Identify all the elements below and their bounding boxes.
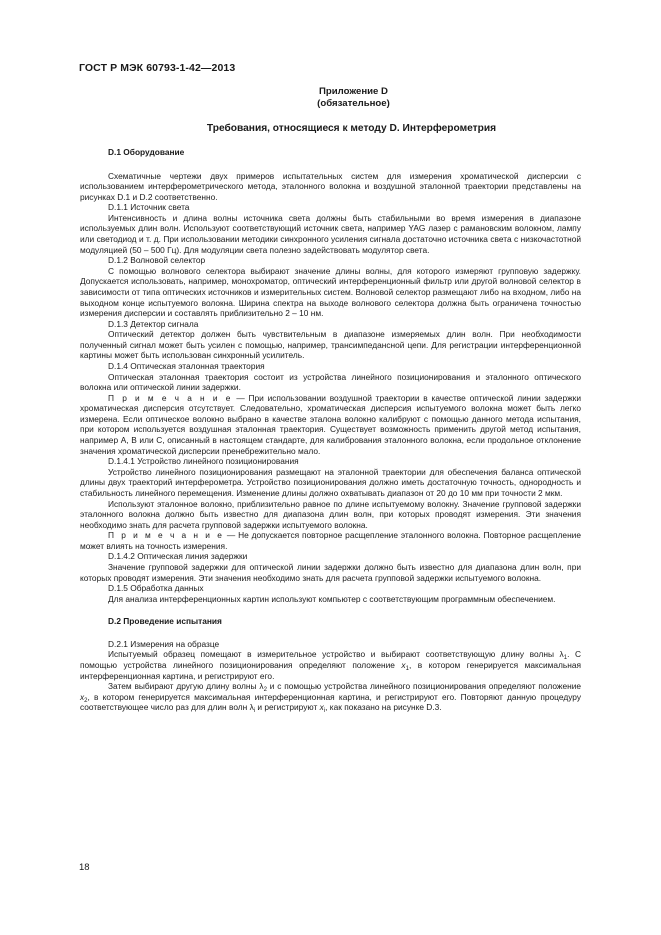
d14-paragraph: Оптическая эталонная траектория состоит из устройства линейного позиционирования и эталонного оптического волокна или оптической линии задержки. — [80, 371, 581, 393]
annex-main-title: Требования, относящиеся к методу D. Интерферометрия — [206, 123, 497, 134]
text-run: , как показано на рисунке D.3. — [325, 702, 442, 713]
d12-paragraph: С помощью волнового селектора выбирают значение длины волны, для которого измеряют групповую задержку. Допускается использовать, например, монохроматор, оптический интерференционный фильтр или другой волновой селектор в зависимости от типа оптических источников и измерительных систем. Волновой селектор размещают либо на входном, либо на выходном конце испытуемого волокна. Ширина спектра на выходе волнового селектора должна быть ограничена точностью измерения дисперсии и составлять приблизительно 2 – 10 нм. — [80, 265, 581, 319]
annex-status: (обязательное) — [317, 97, 390, 109]
annex-title: Приложение D — [319, 86, 388, 97]
annex-heading — [0, 86, 661, 109]
note-1-text: — При использовании воздушной траектории в качестве оптической линии задержки хроматическая дисперсия отсутствует. Следовательно, хроматическая дисперсия испытуемого волокна может быть легко измерена. Если оптическое волокно выбрано в качестве эталона волокно калибруют с помощью данного метода испытания, при котором используется воздушная эталонная траектория. Существует возможность применить другой метод испытания, например А, В или С, описанный в настоящем стандарте, для калибрования эталонного волокна, если продольное отклонение значения хроматической дисперсии пренебрежительно мало. — [80, 392, 581, 456]
subsection-d13-title: D.1.3 Детектор сигнала — [108, 318, 199, 329]
text-run: , в котором генерируется максимальная интерференционная картина, и регистрируют его. — [80, 660, 581, 681]
subsection-d11-title: D.1.1 Источник света — [108, 202, 190, 213]
d141-paragraph-1: Устройство линейного позиционирования размещают на эталонной траектории для обеспечения баланса оптической длины двух траекторий интерферометра. Устройство позиционирования должно иметь достаточную точность, однородность и стабильность линейного перемещения. Изменение длины должно охватывать диапазон от 20 до 10 мм при точности 2 мкм. — [80, 466, 581, 498]
d11-paragraph: Интенсивность и длина волны источника света должны быть стабильными во время измерения в диапазоне используемых длин волн. Используют соответствующий источник света, например YAG лазер с рамановским волокном, лампу или светодиод и т. д. При использовании методики синхронного усиления сигнала достаточно источника света с низкочастотной модуляцией (50 – 500 Гц). Для модуляции света полезно задействовать модулятор света. — [80, 212, 581, 255]
text-run: Испытуемый образец помещают в измерительное устройство и выбирают соответствующую длину волны λ — [108, 649, 564, 660]
subsection-d21-title: D.2.1 Измерения на образце — [108, 638, 220, 649]
text-run: и регистрируют — [255, 702, 320, 713]
variable-x: x — [401, 660, 406, 671]
subscript: 1 — [405, 666, 409, 673]
text-run: , в котором генерируется максимальная интерференционная картина, и регистрируют его. Повторяют данную процедуру соответствующее число раз для длин волн λ — [80, 691, 581, 713]
d21-paragraph-1 — [80, 649, 581, 681]
text-run: . С помощью устройства линейного позиционирования определяют положение — [80, 649, 581, 671]
subscript: 2 — [263, 687, 267, 694]
subsection-d141-title: D.1.4.1 Устройство линейного позиционирования — [108, 456, 299, 467]
d15-paragraph: Для анализа интерференционных картин используют компьютер с соответствующим программным обеспечением. — [108, 593, 556, 604]
d1-intro-paragraph: Схематичные чертежи двух примеров испытательных систем для измерения хроматической дисперсии с использованием интерферометрического метода, эталонного волокна и воздушной эталонной траектории представлены на рисунках D.1 и D.2 соответственно. — [80, 170, 581, 202]
text-run: Затем выбирают другую длину волны λ — [108, 681, 264, 692]
section-d1-heading: D.1 Оборудование — [108, 147, 185, 157]
document-code-header: ГОСТ Р МЭК 60793-1-42—2013 — [79, 62, 236, 74]
text-run: и с помощью устройства линейного позиционирования определяют положение — [266, 681, 582, 692]
variable-x: x — [319, 702, 324, 713]
variable-x: x — [80, 691, 85, 702]
section-d2-heading: D.2 Проведение испытания — [108, 616, 222, 627]
subscript: 2 — [84, 697, 88, 704]
note-1-label: П р и м е ч а н и е — [108, 392, 233, 403]
subscript: i — [253, 708, 256, 715]
note-1 — [80, 393, 581, 456]
subsection-d14-title: D.1.4 Оптическая эталонная траектория — [108, 360, 265, 371]
note-2-text: — Не допускается повторное расщепление эталонного волокна. Повторное расщепление может влиять на точность измерения. — [80, 530, 581, 551]
subscript: 1 — [563, 655, 568, 662]
note-2-label: П р и м е ч а н и е — [108, 530, 225, 541]
subsection-d12-title: D.1.2 Волновой селектор — [108, 255, 206, 266]
d142-paragraph: Значение групповой задержки для оптической линии задержки должно быть известно для диапазона длин волн, при которых проводят измерения. Эти значения необходимо знать для расчета групповой задержки испытуемого волокна. — [80, 561, 581, 583]
d141-paragraph-2: Используют эталонное волокно, приблизительно равное по длине испытуемому волокну. Значение групповой задержки эталонного волокна должно быть известно для диапазона длин волн, при которых проводят измерения. Эти значения необходимо знать для расчета групповой задержки испытуемого волокна. — [80, 498, 581, 530]
page-number: 18 — [79, 862, 90, 873]
subsection-d15-title: D.1.5 Обработка данных — [108, 583, 204, 594]
subscript: i — [323, 708, 326, 715]
d21-paragraph-2 — [80, 681, 581, 713]
note-2 — [80, 530, 581, 551]
subsection-d142-title: D.1.4.2 Оптическая линия задержки — [108, 551, 248, 562]
d13-paragraph: Оптический детектор должен быть чувствительным в диапазоне измеряемых длин волн. При необходимости полученный сигнал может быть усилен с помощью, например, трансимпедансной цепи. Для регистрации интерференционной картины может быть использован синхронный усилитель. — [80, 329, 581, 361]
annex-body — [80, 147, 581, 713]
